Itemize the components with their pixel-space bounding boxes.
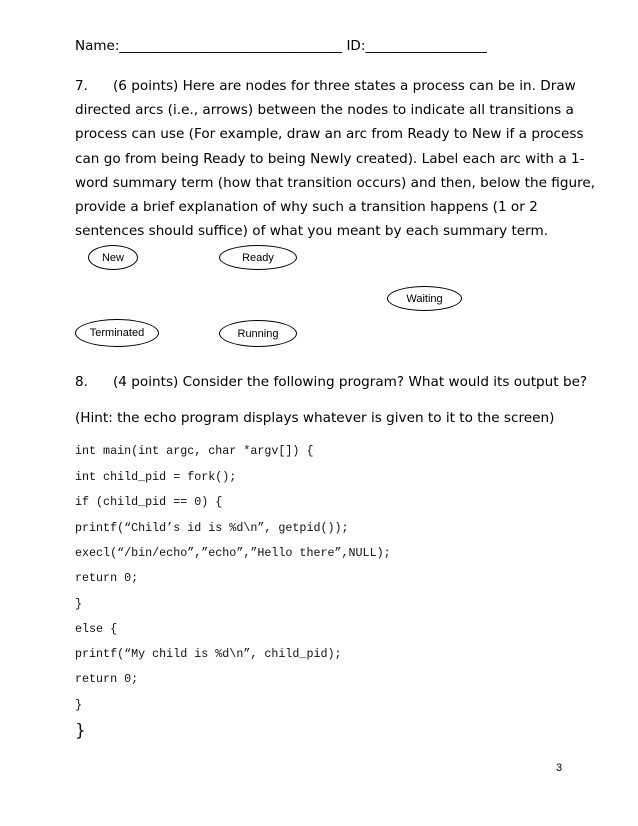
code-line: printf(“My child is %d\n”, child_pid); <box>75 647 342 661</box>
question-8-line: (4 points) Consider the following program? What would its output be? <box>113 374 588 390</box>
node-ready: Ready <box>219 245 297 270</box>
code-closing-brace: } <box>75 721 86 741</box>
question-8-number: 8. <box>75 374 88 390</box>
code-line: execl(“/bin/echo”,”echo”,”Hello there”,NULL); <box>75 546 391 560</box>
question-7-line: can go from being Ready to being Newly created). Label each arc with a 1- <box>75 150 585 167</box>
code-line: } <box>75 597 83 611</box>
page-number: 3 <box>556 762 563 774</box>
name-blank: _________________________________ <box>119 38 343 54</box>
code-line: else { <box>75 622 118 636</box>
node-running: Running <box>219 320 297 347</box>
code-line: return 0; <box>75 672 139 686</box>
id-blank: __________________ <box>365 38 487 54</box>
question-7-line: sentences should suffice) of what you meant by each summary term. <box>75 223 549 240</box>
node-new: New <box>88 245 138 270</box>
question-7-line: (6 points) Here are nodes for three states a process can be in. Draw <box>113 78 576 94</box>
code-line: if (child_pid == 0) { <box>75 495 223 509</box>
node-waiting: Waiting <box>387 286 462 311</box>
question-7-line: directed arcs (i.e., arrows) between the nodes to indicate all transitions a <box>75 102 574 119</box>
node-terminated: Terminated <box>75 319 159 347</box>
question-8-hint: (Hint: the echo program displays whatever is given to it to the screen) <box>75 410 555 426</box>
code-line: int main(int argc, char *argv[]) { <box>75 444 314 458</box>
code-line: printf(“Child’s id is %d\n”, getpid()); <box>75 521 349 535</box>
question-7-line: process can use (For example, draw an arc from Ready to New if a process <box>75 126 584 143</box>
code-line: int child_pid = fork(); <box>75 470 237 484</box>
question-7 <box>75 74 596 243</box>
question-7-line: provide a brief explanation of why such a transition happens (1 or 2 <box>75 199 538 216</box>
code-line: return 0; <box>75 571 139 585</box>
header-line <box>75 38 487 54</box>
question-7-number: 7. <box>75 78 88 94</box>
code-line: } <box>75 698 83 712</box>
id-label: ID: <box>346 38 366 54</box>
question-7-line: word summary term (how that transition occurs) and then, below the figure, <box>75 174 596 191</box>
name-label: Name: <box>75 38 120 54</box>
